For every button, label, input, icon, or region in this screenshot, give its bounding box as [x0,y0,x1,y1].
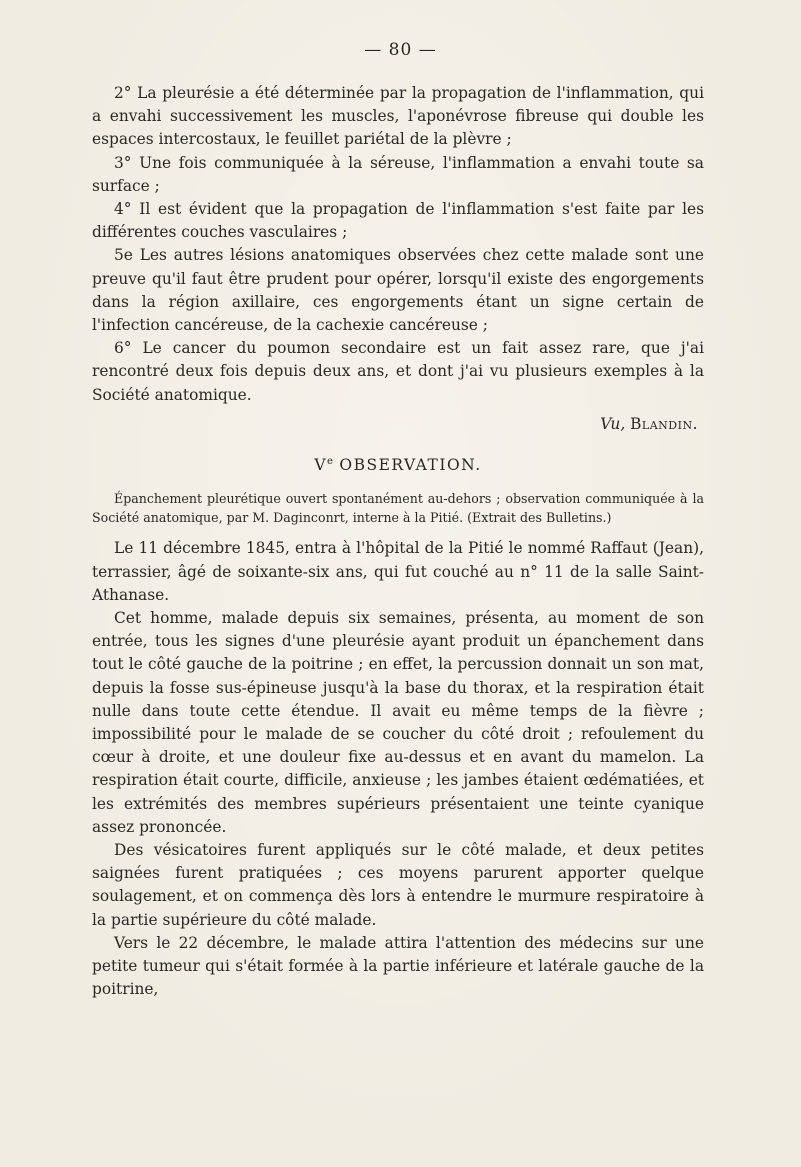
signature-name: Blandin. [630,414,698,433]
observation-paragraph-4: Vers le 22 décembre, le malade attira l'attention des médecins sur une petite tumeur qui s'était formée à la partie inférieure et latérale gauche de la poitrine, [92,933,704,999]
list-item-4: 4° Il est évident que la propagation de l'inflammation s'est faite par les différentes couches vasculaires ; [92,200,704,242]
observation-paragraph-3: Des vésicatoires furent appliqués sur le côté malade, et deux petites saignées furent pratiquées ; ces moyens parurent apporter quelque soulagement, et on commença dès lors à entendre le murmure respiratoire à la partie supérieure du côté malade. [92,841,704,929]
observation-paragraph-1: Le 11 décembre 1845, entra à l'hôpital de la Pitié le nommé Raffaut (Jean), terrassier, âgé de soixante-six ans, qui fut couché au n° 11 de la salle Saint-Athanase. [92,539,704,604]
page-number: — 80 — [364,40,437,60]
signature-vu: Vu, [600,414,626,433]
list-item-6: 6° Le cancer du poumon secondaire est un fait assez rare, que j'ai rencontré deux fois depuis deux ans, et dont j'ai vu plusieurs exemples à la Société anatomique. [92,339,704,404]
observation-numeral: V [314,456,328,475]
signature [92,413,704,436]
list-item-3: 3° Une fois communiquée à la séreuse, l'inflammation a envahi toute sa surface ; [92,153,704,195]
observation-summary: Épanchement pleurétique ouvert spontanément au-dehors ; observation communiquée à la Société anatomique, par M. Daginconrt, interne à la Pitié. (Extrait des Bulletins.) [92,491,704,526]
page-text [92,82,704,1001]
observation-title [92,450,704,477]
list-item-5: 5e Les autres lésions anatomiques observées chez cette malade sont une preuve qu'il faut être prudent pour opérer, lorsqu'il existe des engorgements dans la région axillaire, ces engorgements étant un signe certain de l'infection cancéreuse, de la cachexie cancéreuse ; [92,246,704,335]
observation-paragraph-2: Cet homme, malade depuis six semaines, présenta, au moment de son entrée, tous les signes d'une pleurésie ayant produit un épanchement dans tout le côté gauche de la poitrine ; en effet, la percussion donnait un son mat, depuis la fosse sus-épineuse jusqu'à la base du thorax, et la respiration était nulle dans toute cette étendue. Il avait eu même temps de la fièvre ; impossibilité pour le malade de se coucher du côté droit ; refoulement du cœur à droite, et une douleur fixe au-dessus et en avant du mamelon. La respiration était courte, difficile, anxieuse ; les jambes étaient œdématiées, et les extrémités des membres supérieurs présentaient une teinte cyanique assez prononcée. [92,609,704,836]
observation-numeral-suffix: e [327,456,333,468]
list-item-2: 2° La pleurésie a été déterminée par la propagation de l'inflammation, qui a envahi successivement les muscles, l'aponévrose fibreuse qui double les espaces intercostaux, le feuillet pariétal de la plèvre ; [92,84,704,149]
observation-heading: OBSERVATION. [339,456,482,475]
